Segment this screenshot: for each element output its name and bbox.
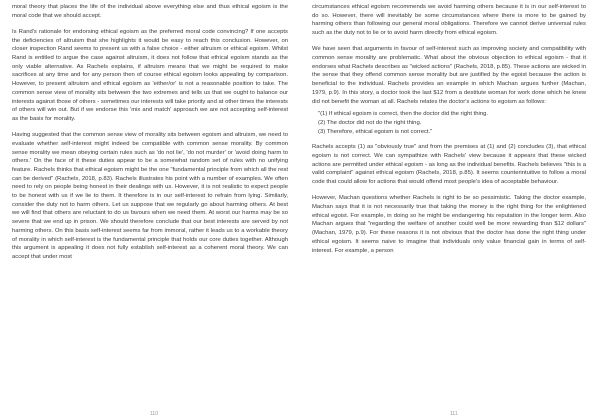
left-page-text	[12, 3, 288, 262]
right-page-text	[312, 3, 586, 255]
page-number: 110	[150, 411, 158, 417]
paragraph: moral theory that places the life of the individual above everything else and thus ethical egoism is the moral code that we should accept.	[12, 4, 288, 19]
quote-line: (2) The doctor did not do the right thing.	[318, 119, 422, 126]
quote-line: (3) Therefore, ethical egoism is not correct."	[318, 128, 433, 135]
right-page	[300, 0, 600, 420]
paragraph: Having suggested that the common sense view of morality sits between egoism and altruism, we need to evaluate whether self-interest might indeed be compatible with common sense morality. By common sense morality we mean obeying certain rules such as 'do not lie', 'do not murder' or 'avoid doing harm to others.' On the face of it these duties appear to be a somewhat random set of rules with no unifying feature. Rachels thinks that ethical egoism might be the one "fundamental principle from which all the rest can be derived" (Rachels, 2018, p.83). Rachels illustrates his point with a number of examples. We often need to rely on people being honest in their dealings with us. However, it is not realistic to expect people to be honest with us if we lie to them. It therefore is in our self-interest to refrain from lying. Similarly, consider the duty not to harm others. Let us suppose that we regularly go about harming others. At best we will find that others are reluctant to do us favours when we need them. At worst our harms may be so severe that we end up in prison. We should therefore conclude that our best interests are served by not harming others. On this basis self-interest seems far from immoral, rather it leads us to a workable theory of morality in which self-interest is the fundamental principle that holds our core duties together. Although this argument is appealing it does not fully establish self-interest as a coherent moral theory. We can accept that under most	[12, 132, 288, 260]
paragraph: However, Machan questions whether Rachels is right to be so pessimistic. Taking the doctor example, Machan says that it is not necessarily true that taking the money is the right thing for the enlightened ethical egoist. For example, in doing so he might be endangering his reputation in the longer term. Also Machan argues that "regarding the welfare of another could well be more rewarding than $12 dollars" (Machan, 1979, p.9). For these reasons it is not obvious that the doctor has done the right thing under ethical egoism. It seems naive to imagine that individuals only value financial gain in terms of self-interest. For example, a person	[312, 195, 586, 254]
page-number: 111	[450, 411, 458, 417]
quote-line: "(1) If ethical egoism is correct, then the doctor did the right thing.	[318, 111, 489, 118]
paragraph: Is Rand's rationale for endorsing ethical egoism as the preferred moral code convincing? If one accepts the deficiencies of altruism that she highlights it would be easy to reach this conclusion. However, on closer inspection Rand seems to present us with a false choice - either altruism or ethical egoism. Whilst Rand is entitled to argue the case against altruism, it does not follow that ethical egoism stands as the only viable alternative. As Rachels explains, if altruism means that we might be required to make sacrifices at any time and for any person then of course ethical egoism looks appealing by comparison. However, to present altruism and ethical egoism as 'either/or' is not a reasonable position to take. The common sense view of morality sits between the two extremes and tells us that we ought to balance our interests against those of others - sometimes our interests will take priority and at other times the interests of others will win out. But if we endorse this 'mix and match' approach we are not accepting self-interest as the basis for morality.	[12, 28, 288, 122]
paragraph: Rachels accepts (1) as "obviously true" and from the premises at (1) and (2) concludes (3), that ethical egoism is not correct. We can sympathize with Rachels' view because it appears that these wicked actions are permitted under ethical egoism - as long as the individual benefits. Rachels believes "this is a valid complaint" against ethical egoism (Rachels, 2018, p.85). It seems counterintuitive to follow a moral code that could allow for actions that would offend most people's idea of acceptable behaviour.	[312, 144, 586, 186]
paragraph: circumstances ethical egoism recommends we avoid harming others because it is in our self-interest to do so. However, there will inevitably be some circumstances where there is more to be gained by harming others than following our general moral obligations. Therefore we cannot derive universal rules such as the duty not to lie or to avoid harm directly from ethical egoism.	[312, 4, 586, 37]
argument-quote	[312, 110, 586, 136]
paragraph: We have seen that arguments in favour of self-interest such as improving society and compatibility with common sense morality are problematic. What about the obvious objection to ethical egoism - that it endorses what Rachels describes as "wicked actions" (Rachels, 2018, p.85). These actions are wicked in the sense that they offend common sense morality but are justified by the egoist because the action is beneficial to the individual. Rachels provides an example in which Machan argues further (Machan, 1979, p.9). In this story, a doctor took the last $12 from a destitute woman for work done which he knew did not benefit the woman at all. Rachels relates the doctor's actions to egoism as follows:	[312, 46, 586, 105]
